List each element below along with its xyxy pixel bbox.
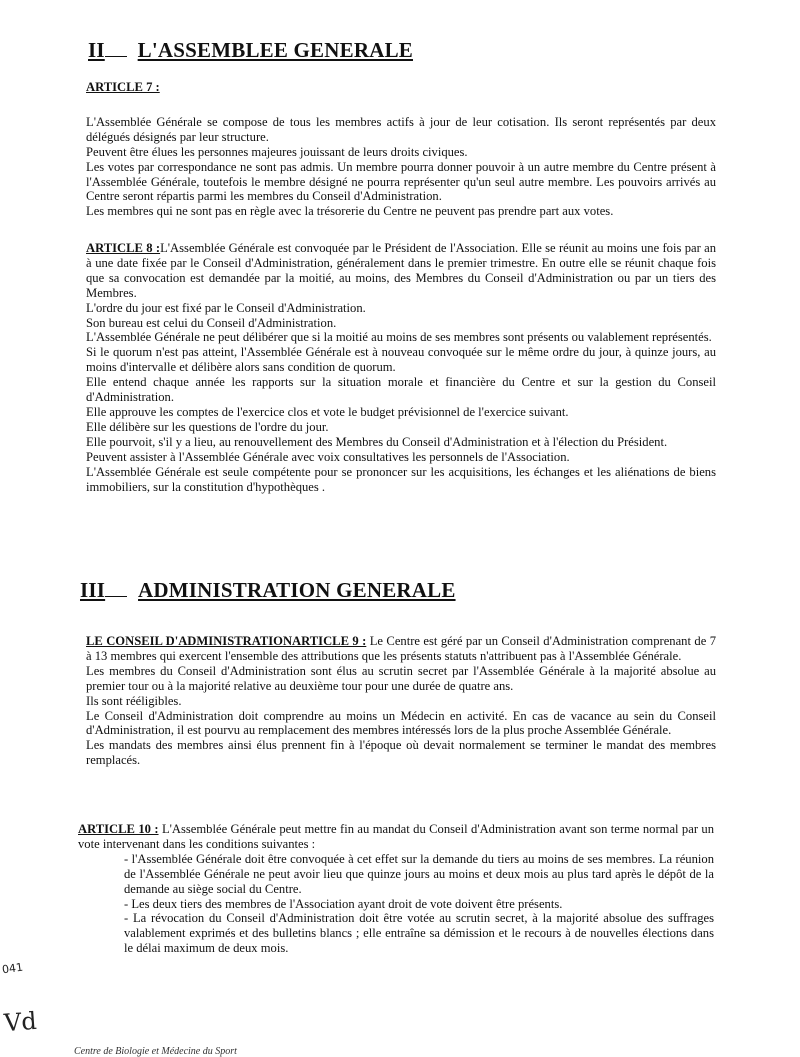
article-7: [86, 80, 716, 219]
article-7-para: Peuvent être élues les personnes majeures jouissant de leurs droits civiques.: [86, 144, 468, 159]
article-10-heading: ARTICLE 10 :: [78, 822, 159, 836]
article-9-para: Le Conseil d'Administration doit comprendre au moins un Médecin en activité. En cas de vacance au sein du Conseil d'Administration, il est pourvu au remplacement des membres intéressés lors de la plus proche Assemblée Générale.: [86, 708, 716, 738]
article-9: [86, 634, 716, 768]
article-8-para: Elle entend chaque année les rapports sur la situation morale et financière du Centre et sur la gestion du Conseil d'Administration.: [86, 375, 716, 405]
article-8-heading: ARTICLE 8 :: [86, 241, 161, 255]
article-9-para: Ils sont rééligibles.: [86, 693, 182, 708]
section-underline-gap: [105, 55, 127, 57]
handwritten-initials: Vd: [3, 1006, 38, 1038]
list-item: - La révocation du Conseil d'Administration doit être votée au scrutin secret, à la majorité absolue des suffrages valablement exprimés et des bulletins blancs ; elle entraîne sa démission et le recours à de nouvelles élections dans le délai maximum de deux mois.: [124, 911, 714, 956]
article-9-para: Les mandats des membres ainsi élus prennent fin à l'époque où devait normalement se terminer le mandat des membres remplacés.: [86, 738, 716, 768]
article-10-intro: L'Assemblée Générale peut mettre fin au mandat du Conseil d'Administration avant son terme normal par un vote intervenant dans les conditions suivantes :: [78, 822, 714, 851]
section-number: II: [88, 38, 105, 62]
article-8-para: Elle pourvoit, s'il y a lieu, au renouvellement des Membres du Conseil d'Administration et à l'élection du Président.: [86, 434, 668, 449]
article-8-para: Peuvent assister à l'Assemblée Générale avec voix consultatives les personnels de l'Association.: [86, 449, 570, 464]
article-10: [78, 822, 714, 956]
page-footer: Centre de Biologie et Médecine du Sport: [74, 1046, 237, 1057]
article-9-heading: LE CONSEIL D'ADMINISTRATIONARTICLE 9 :: [86, 634, 367, 648]
article-9-para: Les membres du Conseil d'Administration sont élus au scrutin secret par l'Assemblée Générale à la majorité absolue au premier tour ou à la majorité relative au deuxième tour pour une durée de quatre ans.: [86, 663, 716, 693]
section-title-administration: [80, 578, 456, 603]
article-7-heading: ARTICLE 7 :: [86, 80, 160, 94]
article-8-para: Elle approuve les comptes de l'exercice clos et vote le budget prévisionnel de l'exercice suivant.: [86, 404, 569, 419]
article-8-para: L'ordre du jour est fixé par le Conseil d'Administration.: [86, 300, 366, 315]
article-8: [86, 241, 716, 494]
article-8-intro: L'Assemblée Générale est convoquée par le Président de l'Association. Elle se réunit au moins une fois par an à une date fixée par le Conseil d'Administration, généralement dans le premier trimestre. En outre elle se réunit chaque fois que sa convocation est demandée par la moitié, au moins, des Membres du Conseil d'Administration ou par un tiers des Membres.: [86, 241, 716, 300]
article-8-para: L'Assemblée Générale ne peut délibérer que si la moitié au moins de ses membres sont présents ou valablement représentés.: [86, 330, 712, 345]
article-7-para: Les votes par correspondance ne sont pas admis. Un membre pourra donner pouvoir à un autre membre du Centre présent à l'Assemblée Générale, toutefois le membre désigné ne pourra représenter qu'un seul autre membre. Les pouvoirs arrivés au Centre seront répartis parmi les membres du Conseil d'Administration.: [86, 159, 716, 204]
article-7-para: L'Assemblée Générale se compose de tous les membres actifs à jour de leur cotisation. Ils seront représentés par deux délégués désignés par leur structure.: [86, 114, 716, 144]
handwritten-page-mark: 041: [1, 960, 24, 977]
section-number: III: [80, 578, 106, 602]
article-7-para: Les membres qui ne sont pas en règle avec la trésorerie du Centre ne peuvent pas prendre part aux votes.: [86, 204, 614, 219]
article-8-para: Elle délibère sur les questions de l'ordre du jour.: [86, 419, 329, 434]
article-8-para: Son bureau est celui du Conseil d'Administration.: [86, 315, 337, 330]
article-8-para: L'Assemblée Générale est seule compétente pour se prononcer sur les acquisitions, les échanges et les aliénations de biens immobiliers, sur la constitution d'hypothèques .: [86, 464, 716, 494]
list-item: - Les deux tiers des membres de l'Association ayant droit de vote doivent être présents.: [124, 896, 563, 911]
list-item: - l'Assemblée Générale doit être convoquée à cet effet sur la demande du tiers au moins de ses membres. La réunion de l'Assemblée Générale ne peut avoir lieu que quinze jours au moins et deux mois au plus tard après le dépôt de la demande au siège social du Centre.: [124, 851, 714, 896]
article-8-para: Si le quorum n'est pas atteint, l'Assemblée Générale est à nouveau convoquée sur le même ordre du jour, à quinze jours, au moins d'intervalle et délibère alors sans condition de quorum.: [86, 345, 716, 375]
section-underline-gap: [105, 595, 127, 597]
section-label: L'ASSEMBLEE GENERALE: [137, 38, 413, 62]
article-10-conditions: [78, 852, 714, 956]
section-title-assemblee: [88, 38, 413, 63]
section-label: ADMINISTRATION GENERALE: [138, 578, 456, 602]
article-9-intro: Le Centre est géré par un Conseil d'Administration comprenant de 7 à 13 membres qui exercent l'ensemble des attributions que les présents statuts n'attribuent pas à l'Assemblée Générale.: [86, 634, 716, 663]
